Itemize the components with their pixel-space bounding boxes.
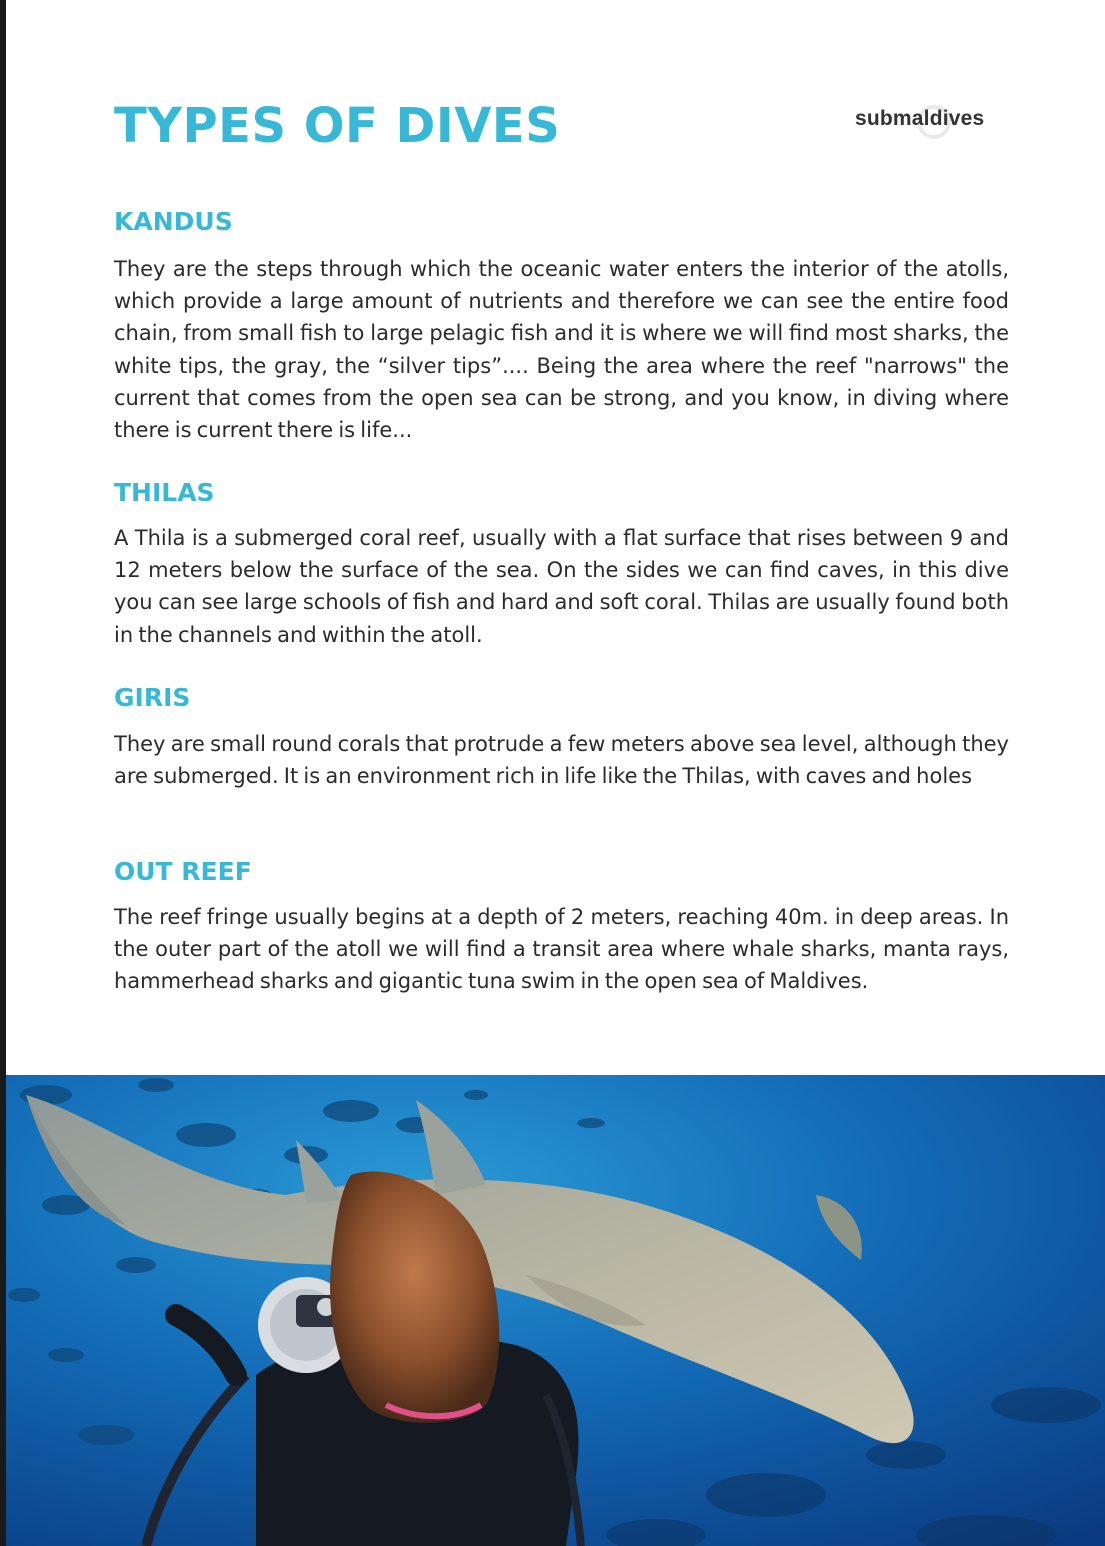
section-body-out-reef: The reef fringe usually begins at a depth of 2 meters, reaching 40m. in deep areas. In the outer part of the atoll we will find a transit area where whale sharks, manta rays, hammerhead sharks and gigantic tuna swim in the open sea of Maldives. [114,905,1009,994]
page-title: TYPES OF DIVES [114,98,561,154]
diver-shark-photo [6,1075,1105,1546]
section-body-giris: They are small round corals that protrude a few meters above sea level, although they are submerged. It is an environment rich in life like the Thilas, with caves and holes [114,732,1009,789]
section-heading-kandus: KANDUS [114,207,233,236]
section-body-thilas: A Thila is a submerged coral reef, usually with a flat surface that rises between 9 and 12 meters below the surface of the sea. On the sides we can find caves, in this dive you can see large schools of fish and hard and soft coral. Thilas are usually found both in the channels and within the atoll. [114,526,1009,647]
section-heading-thilas: THILAS [114,478,215,507]
section-body-kandus: They are the steps through which the oceanic water enters the interior of the atolls, which provide a large amount of nutrients and therefore we can see the entire food chain, from small fish to large pelagic fish and it is where we will find most sharks, the white tips, the gray, the “silver tips”.... Being the area where the reef "narrows" the current that comes from the open sea can be strong, and you know, in diving where there is current there is life... [114,257,1009,443]
brand-name: submaldives [855,107,985,130]
brand-logo [855,103,1005,139]
section-heading-out-reef: OUT REEF [114,857,252,886]
section-heading-giris: GIRIS [114,683,191,712]
